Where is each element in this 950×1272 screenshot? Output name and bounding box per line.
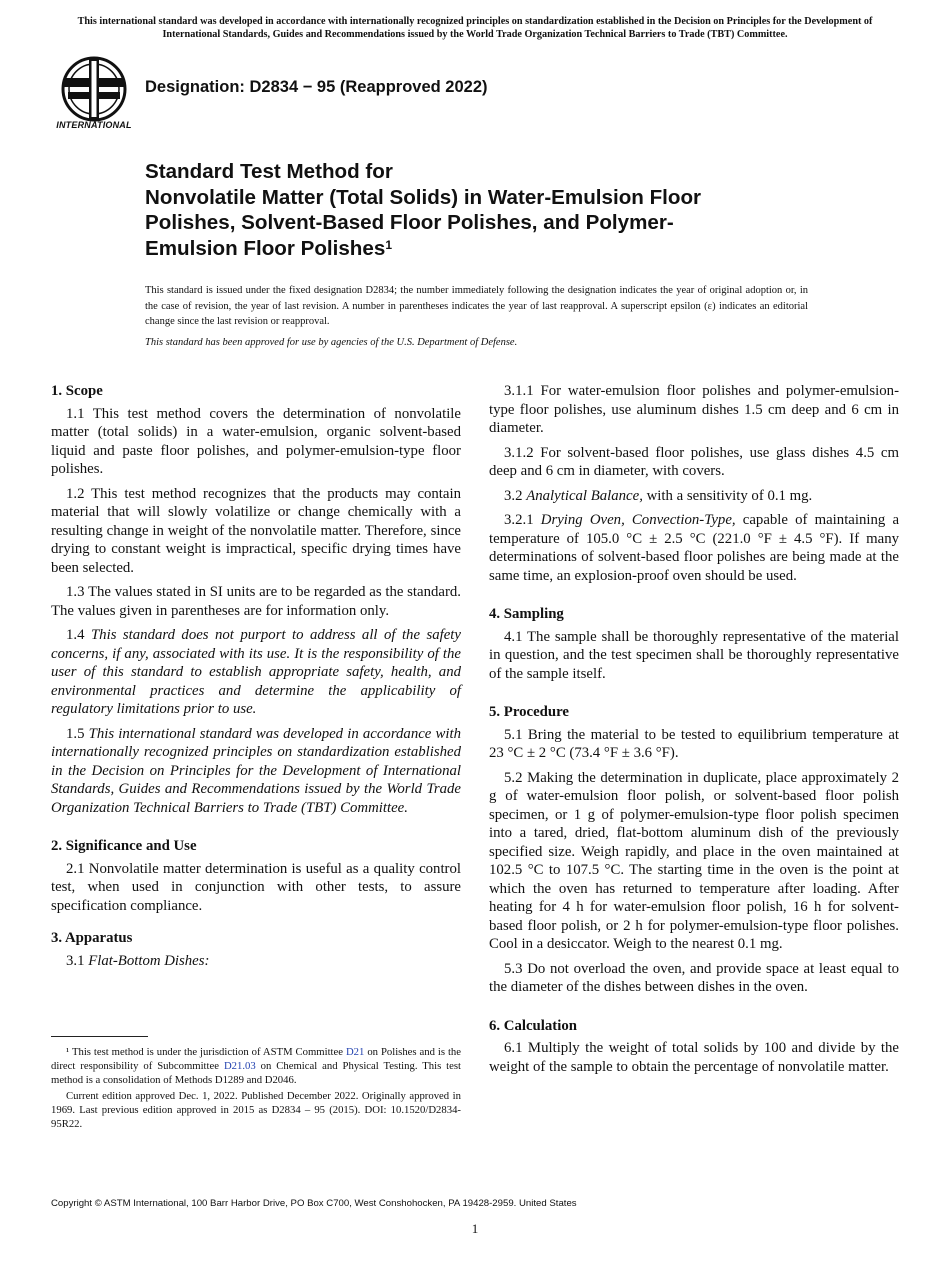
subcommittee-d21-03-link[interactable]: D21.03 — [223, 1060, 256, 1072]
paragraph-3-1-1: 3.1.1 For water-emulsion floor polishes and polymer-emulsion-type floor polishes, use aluminum dishes 1.5 cm deep and 6 cm in diameter. — [489, 383, 899, 436]
copyright-line: Copyright © ASTM International, 100 Barr Harbor Drive, PO Box C700, West Conshohocken, PA 19428-2959. United States — [51, 1198, 577, 1209]
footnote-divider — [51, 1036, 148, 1037]
committee-d21-link[interactable]: D21 — [345, 1046, 365, 1058]
paragraph-5-2: 5.2 Making the determination in duplicate, place approximately 2 g of water-emulsion floor polish, or solvent-based floor polish specimen, or 1 g of polymer-emulsion-type floor polish specimen into a tared, dried, flat-bottom aluminum dish of the previously specified size. Weigh rapidly, and place in the oven maintained at 102.5 °C to 107.5 °C. The starting time in the oven is the point at which the oven has returned to temperature after loading. After heating for 4 h for water-emulsion floor polish, 16 h for solvent-based floor polish, or 2 h for polymer-emulsion-type floor polishes. Cool in a desiccator. Weigh to the nearest 0.1 mg. — [489, 769, 899, 952]
paragraph-3-2-number: 3.2 — [504, 487, 523, 504]
title-line-1: Standard Test Method for — [145, 160, 393, 183]
logo-wordmark: INTERNATIONAL — [56, 120, 132, 130]
paragraph-3-2-1-number: 3.2.1 — [504, 512, 534, 528]
designation: Designation: D2834 − 95 (Reapproved 2022) — [145, 78, 488, 96]
section-heading-apparatus: 3. Apparatus — [51, 930, 133, 946]
paragraph-4-1: 4.1 The sample shall be thoroughly representative of the material in question, and the test specimen shall be thoroughly representative of the sample itself. — [489, 628, 899, 682]
paragraph-3-2 — [489, 487, 899, 506]
approval-note: This standard has been approved for use by agencies of the U.S. Department of Defense. — [145, 337, 518, 348]
paragraph-5-1: 5.1 Bring the material to be tested to equilibrium temperature at 23 °C ± 2 °C (73.4 °F ± 3.6 °F). — [489, 726, 899, 761]
paragraph-5-3: 5.3 Do not overload the oven, and provide space at least equal to the diameter of the dishes between dishes in the oven. — [489, 960, 899, 995]
title-line-2: Nonvolatile Matter (Total Solids) in Water-Emulsion Floor — [145, 185, 702, 209]
title-line-4 — [145, 236, 865, 262]
section-heading-procedure: 5. Procedure — [489, 704, 569, 720]
paragraph-3-1 — [51, 952, 461, 971]
title-line-4-text: Emulsion Floor Polishes — [145, 236, 386, 260]
paragraph-3-1-2: 3.1.2 For solvent-based floor polishes, use glass dishes 4.5 cm deep and 6 cm in diameter, with covers. — [489, 444, 899, 479]
document-title — [145, 159, 865, 261]
footnotes — [51, 1045, 461, 1133]
left-column — [51, 382, 461, 976]
paragraph-3-1-text: Flat-Bottom Dishes: — [88, 952, 210, 969]
footnote-1-part-b: on Polishes and is the direct responsibility of Subcommittee — [51, 1046, 462, 1072]
paragraph-3-1-number: 3.1 — [66, 952, 85, 969]
header-note: This international standard was developed in accordance with internationally recognized principles on standardization established in the Decision on Principles for the Development of International Standards, Guides and Recommendations issued by the World Trade Organization Technical Barriers to Trade (TBT) Committee. — [77, 16, 873, 40]
footnote-1-part-a: ¹ This test method is under the jurisdiction of ASTM Committee — [66, 1046, 344, 1058]
paragraph-3-2-1-text: capable of maintaining a temperature of 105.0 °C ± 2.5 °C (221.0 °F ± 4.5 °F). If many determinations of solvent-based floor polishes are being made at the same time, an explosion-proof oven should be used. — [489, 512, 900, 584]
right-column — [489, 382, 899, 1082]
paragraph-1-4-text: This standard does not purport to address all of the safety concerns, if any, associated with its use. It is the responsibility of the user of this standard to establish appropriate safety, health, and environmental practices and determine the applicability of regulatory limitations prior to use. — [51, 627, 461, 717]
paragraph-6-1: 6.1 Multiply the weight of total solids by 100 and divide by the weight of the sample to obtain the percentage of nonvolatile matter. — [489, 1040, 899, 1075]
paragraph-3-2-1 — [489, 511, 899, 585]
footnote-1-part-c: on Chemical and Physical Testing. This test method is a consolidation of Methods D1289 and D2046. — [51, 1060, 462, 1086]
section-heading-scope: 1. Scope — [51, 383, 103, 399]
paragraph-3-2-text: with a sensitivity of 0.1 mg. — [646, 487, 813, 504]
footnote-1 — [51, 1045, 461, 1087]
paragraph-1-3: 1.3 The values stated in SI units are to be regarded as the standard. The values given in parentheses are for information only. — [51, 584, 461, 619]
intro-paragraph: This standard is issued under the fixed designation D2834; the number immediately following the designation indicates the year of original adoption or, in the case of revision, the year of last revision. A number in parentheses indicates the year of last reapproval. A superscript epsilon (ε) indicates an editorial change since the last revision or reapproval. — [145, 285, 808, 328]
paragraph-1-4-number: 1.4 — [66, 627, 85, 643]
paragraph-1-5 — [51, 725, 461, 818]
paragraph-1-1: 1.1 This test method covers the determination of nonvolatile matter (total solids) in a water-emulsion, organic solvent-based liquid and paste floor polishes, and polymer-emulsion-type floor polishes. — [51, 405, 461, 477]
section-heading-significance: 2. Significance and Use — [51, 838, 197, 854]
paragraph-1-5-text: This international standard was developed in accordance with internationally recognized principles on standardization established in the Decision on Principles for the Development of International Standards, Guides and Recommendations issued by the World Trade Organization Technical Barriers to Trade (TBT) Committee. — [51, 725, 461, 816]
paragraph-2-1: 2.1 Nonvolatile matter determination is useful as a quality control test, when used in conjunction with other tests, to assure specification compliance. — [51, 860, 461, 914]
title-footnote-mark: 1 — [385, 237, 392, 252]
paragraph-3-2-1-label: Drying Oven, Convection-Type, — [540, 512, 736, 528]
section-heading-sampling: 4. Sampling — [489, 606, 564, 622]
page-number: 1 — [471, 1221, 479, 1236]
paragraph-1-2: 1.2 This test method recognizes that the products may contain material that will slowly volatilize or change chemically with a resulting change in weight of the nonvolatile matter. Therefore, since drying to constant weight is impractical, specific drying times have been selected. — [51, 485, 461, 576]
section-heading-calculation: 6. Calculation — [489, 1017, 577, 1034]
paragraph-1-4 — [51, 626, 461, 719]
footnote-2: Current edition approved Dec. 1, 2022. Published December 2022. Originally approved in 1969. Last previous edition approved in 2015 as D2834 – 95 (2015). DOI: 10.1520/D2834-95R22. — [51, 1090, 461, 1130]
paragraph-1-5-number: 1.5 — [66, 725, 85, 742]
paragraph-3-2-label: Analytical Balance, — [526, 487, 643, 504]
title-line-3: Polishes, Solvent-Based Floor Polishes, and Polymer- — [145, 211, 674, 235]
